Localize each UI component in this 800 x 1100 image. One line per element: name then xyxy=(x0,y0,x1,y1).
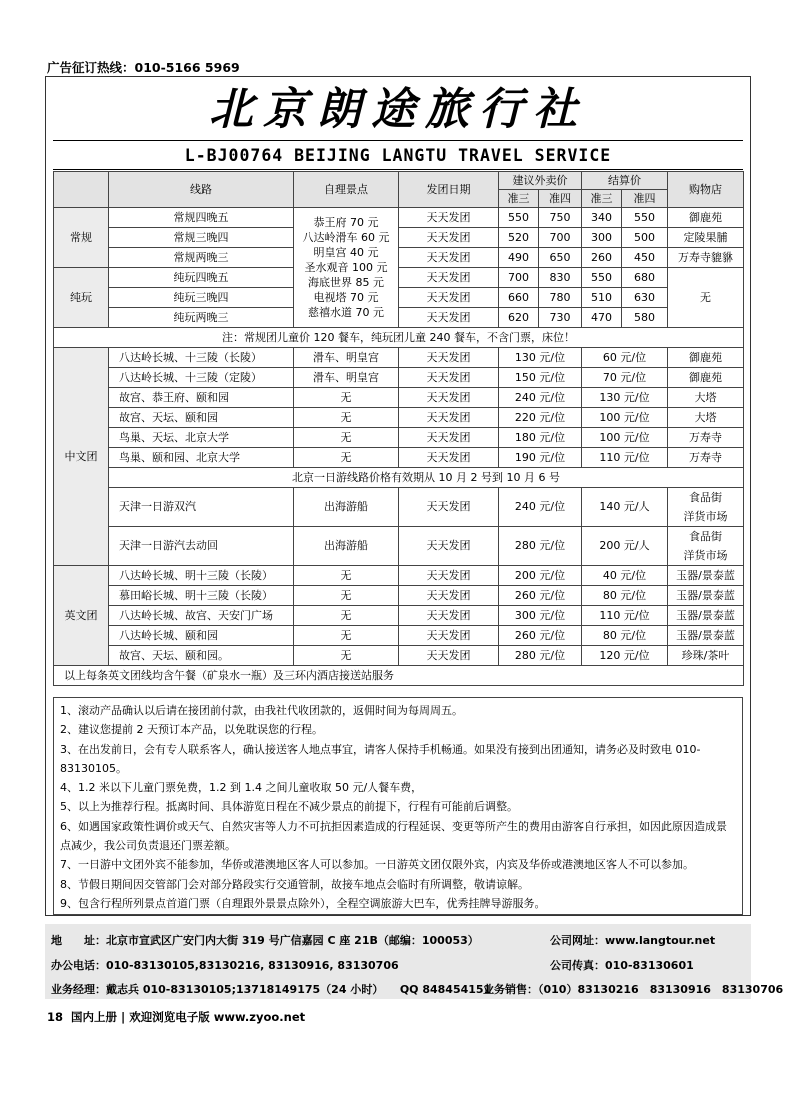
note-item: 6、如遇国家政策性调价或天气、自然灾害等人力不可抗拒因素造成的行程延误、变更等所产生的费用由游客自行承担，如因此原因造成景点减少，我公司负责退还门票差额。 xyxy=(60,819,727,853)
address-label: 地 址： xyxy=(51,934,106,947)
manager-label: 业务经理： xyxy=(51,983,106,996)
scenic-cell: 出海游船 xyxy=(294,527,399,566)
shop-cell: 御鹿苑 xyxy=(668,348,744,368)
table-row xyxy=(54,248,744,268)
table-row xyxy=(54,527,744,566)
scenic-item: 八达岭滑车 60 元 xyxy=(302,231,390,244)
note-row xyxy=(54,328,744,348)
scenic-item: 海底世界 85 元 xyxy=(308,276,384,289)
english-group-note: 以上每条英文团线均含午餐（矿泉水一瓶）及三环内酒店接送站服务 xyxy=(54,666,744,686)
route-cell: 慕田峪长城、明十三陵（长陵） xyxy=(109,586,294,606)
scenic-cell: 无 xyxy=(294,646,399,666)
table-row xyxy=(54,606,744,626)
price-cell: 700 xyxy=(539,228,582,248)
departure-cell: 天天发团 xyxy=(399,626,499,646)
scenic-item: 圣水观音 100 元 xyxy=(304,261,388,274)
departure-cell: 天天发团 xyxy=(399,428,499,448)
price-table xyxy=(53,171,744,686)
price-cell: 550 xyxy=(582,268,622,288)
route-cell: 天津一日游汽去动回 xyxy=(109,527,294,566)
route-cell: 鸟巢、天坛、北京大学 xyxy=(109,428,294,448)
table-row xyxy=(54,208,744,228)
header-route: 线路 xyxy=(109,172,294,208)
route-cell: 故宫、天坛、颐和园。 xyxy=(109,646,294,666)
scenic-cell: 无 xyxy=(294,428,399,448)
shop-line: 洋货市场 xyxy=(683,510,728,523)
price-cell: 150 元/位 xyxy=(499,368,582,388)
divider-top xyxy=(53,140,743,141)
route-cell: 纯玩四晚五 xyxy=(109,268,294,288)
route-cell: 纯玩两晚三 xyxy=(109,308,294,328)
route-cell: 常规两晚三 xyxy=(109,248,294,268)
scenic-cell: 无 xyxy=(294,586,399,606)
slogan: 欢迎浏览电子版 xyxy=(129,1010,210,1024)
sales-line xyxy=(483,981,783,997)
scenic-list xyxy=(294,208,399,328)
departure-cell: 天天发团 xyxy=(399,388,499,408)
header-row-1 xyxy=(54,172,744,190)
table-row xyxy=(54,586,744,606)
shop-cell: 珍珠/茶叶 xyxy=(668,646,744,666)
site-url[interactable]: www.zyoo.net xyxy=(213,1010,306,1024)
note-item: 2、建议您提前 2 天预订本产品，以免耽误您的行程。 xyxy=(60,723,323,737)
price-cell: 180 元/位 xyxy=(499,428,582,448)
note-item: 1、滚动产品确认以后请在接团前付款，由我社代收团款的，返佣时间为每周周五。 xyxy=(60,704,463,717)
group-label-english: 英文团 xyxy=(54,566,109,666)
price-cell: 240 元/位 xyxy=(499,388,582,408)
table-row xyxy=(54,368,744,388)
header-settlement-price: 结算价 xyxy=(582,172,668,190)
route-cell: 天津一日游双汽 xyxy=(109,488,294,527)
website-link[interactable]: www.langtour.net xyxy=(605,934,716,947)
table-row xyxy=(54,388,744,408)
website-line xyxy=(550,932,715,948)
header-sub-p4: 准四 xyxy=(539,190,582,208)
page-number: 18 xyxy=(47,1010,64,1024)
settle-cell: 100 元/位 xyxy=(582,428,668,448)
settle-cell: 120 元/位 xyxy=(582,646,668,666)
header-shop: 购物店 xyxy=(668,172,744,208)
price-cell: 260 元/位 xyxy=(499,626,582,646)
departure-cell: 天天发团 xyxy=(399,448,499,468)
route-cell: 常规三晚四 xyxy=(109,228,294,248)
sales-value: （010）83130216 83130916 83130706 xyxy=(538,983,784,996)
departure-cell: 天天发团 xyxy=(399,646,499,666)
scenic-item: 慈禧水道 70 元 xyxy=(308,306,384,319)
route-cell: 八达岭长城、明十三陵（长陵） xyxy=(109,566,294,586)
settle-cell: 100 元/位 xyxy=(582,408,668,428)
route-cell: 故宫、恭王府、颐和园 xyxy=(109,388,294,408)
price-cell: 220 元/位 xyxy=(499,408,582,428)
shop-cell: 万寿寺 xyxy=(668,428,744,448)
scenic-cell: 滑车、明皇宫 xyxy=(294,348,399,368)
departure-cell: 天天发团 xyxy=(399,308,499,328)
settle-cell: 200 元/人 xyxy=(582,527,668,566)
note-item: 9、包含行程所列景点首道门票（自理跟外景景点除外），全程空调旅游大巴车，优秀挂牌导游服务。 xyxy=(60,896,546,910)
shop-cell: 御鹿苑 xyxy=(668,368,744,388)
price-cell: 700 xyxy=(499,268,539,288)
section-name: 国内上册 xyxy=(71,1010,118,1024)
price-cell: 470 xyxy=(582,308,622,328)
scenic-cell: 无 xyxy=(294,448,399,468)
fax-value: 010-83130601 xyxy=(605,959,694,972)
table-row xyxy=(54,308,744,328)
price-cell: 780 xyxy=(539,288,582,308)
price-cell: 750 xyxy=(539,208,582,228)
price-cell: 630 xyxy=(622,288,668,308)
price-cell: 620 xyxy=(499,308,539,328)
divider-bottom xyxy=(53,169,743,170)
route-cell: 八达岭长城、十三陵（定陵） xyxy=(109,368,294,388)
shop-cell: 万寿寺貔貅 xyxy=(668,248,744,268)
price-cell: 300 xyxy=(582,228,622,248)
price-cell: 280 元/位 xyxy=(499,527,582,566)
terms-notes xyxy=(53,697,743,915)
shop-cell xyxy=(668,527,744,566)
shop-cell: 万寿寺 xyxy=(668,448,744,468)
shop-line: 食品街 xyxy=(689,491,722,504)
shop-cell-pure: 无 xyxy=(668,268,744,328)
price-cell: 260 元/位 xyxy=(499,586,582,606)
departure-cell: 天天发团 xyxy=(399,368,499,388)
departure-cell: 天天发团 xyxy=(399,248,499,268)
address-value: 北京市宣武区广安门内大街 319 号广信嘉园 C 座 21B（邮编：100053） xyxy=(106,934,479,947)
price-cell: 520 xyxy=(499,228,539,248)
note-item: 4、1.2 米以下儿童门票免费，1.2 到 1.4 之间儿童收取 50 元/人餐车费， xyxy=(60,781,423,795)
note-item: 3、在出发前日，会有专人联系客人，确认接送客人地点事宜，请客人保持手机畅通。如果没有接到出团通知，请务必及时致电 010-83130105。 xyxy=(60,742,701,775)
fax-line xyxy=(550,957,694,973)
price-cell: 550 xyxy=(622,208,668,228)
price-cell: 340 xyxy=(582,208,622,228)
child-price-note: 注：常规团儿童价 120 餐车，纯玩团儿童 240 餐车，不含门票，床位！ xyxy=(54,328,744,348)
manager-line xyxy=(51,981,491,997)
office-phones: 010-83130105,83130216, 83130916, 83130706 xyxy=(106,959,399,972)
header-suggested-price: 建议外卖价 xyxy=(499,172,582,190)
price-cell: 240 元/位 xyxy=(499,488,582,527)
contact-footer xyxy=(45,924,784,999)
shop-cell: 定陵果脯 xyxy=(668,228,744,248)
address-line xyxy=(51,932,479,948)
office-line xyxy=(51,957,399,973)
departure-cell: 天天发团 xyxy=(399,288,499,308)
validity-note: 北京一日游线路价格有效期从 10 月 2 号到 10 月 6 号 xyxy=(109,468,744,488)
settle-cell: 70 元/位 xyxy=(582,368,668,388)
price-cell: 680 xyxy=(622,268,668,288)
price-cell: 830 xyxy=(539,268,582,288)
group-label-chinese: 中文团 xyxy=(54,348,109,566)
settle-cell: 140 元/人 xyxy=(582,488,668,527)
table-row xyxy=(54,288,744,308)
departure-cell: 天天发团 xyxy=(399,527,499,566)
website-label: 公司网址： xyxy=(550,934,605,947)
settle-cell: 60 元/位 xyxy=(582,348,668,368)
departure-cell: 天天发团 xyxy=(399,268,499,288)
shop-cell: 大塔 xyxy=(668,388,744,408)
note-row xyxy=(54,468,744,488)
note-item: 8、节假日期间因交管部门会对部分路段实行交通管制，故接车地点会临时有所调整，敬请谅解。 xyxy=(60,877,529,891)
price-cell: 200 元/位 xyxy=(499,566,582,586)
sales-label: 业务销售： xyxy=(483,983,538,996)
header-sub-p3: 准三 xyxy=(582,190,622,208)
route-cell: 常规四晚五 xyxy=(109,208,294,228)
scenic-item: 恭王府 70 元 xyxy=(313,216,379,229)
scenic-cell: 滑车、明皇宫 xyxy=(294,368,399,388)
table-row xyxy=(54,348,744,368)
departure-cell: 天天发团 xyxy=(399,488,499,527)
note-item: 5、以上为推荐行程。抵离时间、具体游览日程在不减少景点的前提下，行程有可能前后调整。 xyxy=(60,800,518,814)
departure-cell: 天天发团 xyxy=(399,208,499,228)
header-sub-p4: 准四 xyxy=(622,190,668,208)
route-cell: 八达岭长城、故宫、天安门广场 xyxy=(109,606,294,626)
route-cell: 八达岭长城、颐和园 xyxy=(109,626,294,646)
departure-cell: 天天发团 xyxy=(399,586,499,606)
route-cell: 故宫、天坛、颐和园 xyxy=(109,408,294,428)
price-cell: 650 xyxy=(539,248,582,268)
table-row xyxy=(54,428,744,448)
agency-code-title: L-BJ00764 BEIJING LANGTU TRAVEL SERVICE xyxy=(184,146,612,165)
price-cell: 730 xyxy=(539,308,582,328)
scenic-cell: 无 xyxy=(294,388,399,408)
header-blank xyxy=(54,172,109,208)
shop-cell: 玉器/景泰蓝 xyxy=(668,566,744,586)
departure-cell: 天天发团 xyxy=(399,566,499,586)
price-cell: 260 xyxy=(582,248,622,268)
header-departure: 发团日期 xyxy=(399,172,499,208)
shop-cell xyxy=(668,488,744,527)
footer-separator: | xyxy=(121,1010,126,1024)
fax-label: 公司传真： xyxy=(550,959,605,972)
header-sub-p3: 准三 xyxy=(499,190,539,208)
price-cell: 300 元/位 xyxy=(499,606,582,626)
table-row xyxy=(54,646,744,666)
price-cell: 490 xyxy=(499,248,539,268)
price-cell: 510 xyxy=(582,288,622,308)
scenic-item: 明皇宫 40 元 xyxy=(313,246,379,259)
departure-cell: 天天发团 xyxy=(399,348,499,368)
shop-cell: 玉器/景泰蓝 xyxy=(668,606,744,626)
departure-cell: 天天发团 xyxy=(399,408,499,428)
route-cell: 八达岭长城、十三陵（长陵） xyxy=(109,348,294,368)
price-cell: 190 元/位 xyxy=(499,448,582,468)
table-row xyxy=(54,228,744,248)
scenic-cell: 无 xyxy=(294,566,399,586)
price-cell: 130 元/位 xyxy=(499,348,582,368)
price-cell: 550 xyxy=(499,208,539,228)
ad-hotline: 广告征订热线：010-5166 5969 xyxy=(47,60,240,75)
departure-cell: 天天发团 xyxy=(399,228,499,248)
price-cell: 280 元/位 xyxy=(499,646,582,666)
shop-cell: 御鹿苑 xyxy=(668,208,744,228)
price-cell: 580 xyxy=(622,308,668,328)
table-row xyxy=(54,566,744,586)
group-label-regular: 常规 xyxy=(54,208,109,268)
settle-cell: 40 元/位 xyxy=(582,566,668,586)
agency-name: 北京朗途旅行社 xyxy=(209,84,587,135)
shop-cell: 玉器/景泰蓝 xyxy=(668,626,744,646)
scenic-cell: 无 xyxy=(294,408,399,428)
scenic-cell: 出海游船 xyxy=(294,488,399,527)
price-cell: 660 xyxy=(499,288,539,308)
shop-cell: 大塔 xyxy=(668,408,744,428)
settle-cell: 110 元/位 xyxy=(582,606,668,626)
manager-value: 戴志兵 010-83130105;13718149175（24 小时） QQ 848454151 xyxy=(106,983,492,996)
table-row xyxy=(54,408,744,428)
header-scenic: 自理景点 xyxy=(294,172,399,208)
settle-cell: 80 元/位 xyxy=(582,586,668,606)
price-cell: 500 xyxy=(622,228,668,248)
scenic-item: 电视塔 70 元 xyxy=(313,291,379,304)
departure-cell: 天天发团 xyxy=(399,606,499,626)
table-row xyxy=(54,268,744,288)
price-cell: 450 xyxy=(622,248,668,268)
route-cell: 鸟巢、颐和园、北京大学 xyxy=(109,448,294,468)
settle-cell: 80 元/位 xyxy=(582,626,668,646)
group-label-pure: 纯玩 xyxy=(54,268,109,328)
settle-cell: 110 元/位 xyxy=(582,448,668,468)
shop-line: 食品街 xyxy=(689,530,722,543)
page-footer xyxy=(47,1009,305,1025)
note-row xyxy=(54,666,744,686)
office-label: 办公电话： xyxy=(51,959,106,972)
scenic-cell: 无 xyxy=(294,606,399,626)
table-row xyxy=(54,488,744,527)
settle-cell: 130 元/位 xyxy=(582,388,668,408)
route-cell: 纯玩三晚四 xyxy=(109,288,294,308)
table-row xyxy=(54,626,744,646)
table-row xyxy=(54,448,744,468)
shop-cell: 玉器/景泰蓝 xyxy=(668,586,744,606)
note-item: 7、一日游中文团外宾不能参加，华侨或港澳地区客人可以参加。一日游英文团仅限外宾，内宾及华侨或港澳地区客人不可以参加。 xyxy=(60,858,694,872)
shop-line: 洋货市场 xyxy=(683,549,728,562)
scenic-cell: 无 xyxy=(294,626,399,646)
